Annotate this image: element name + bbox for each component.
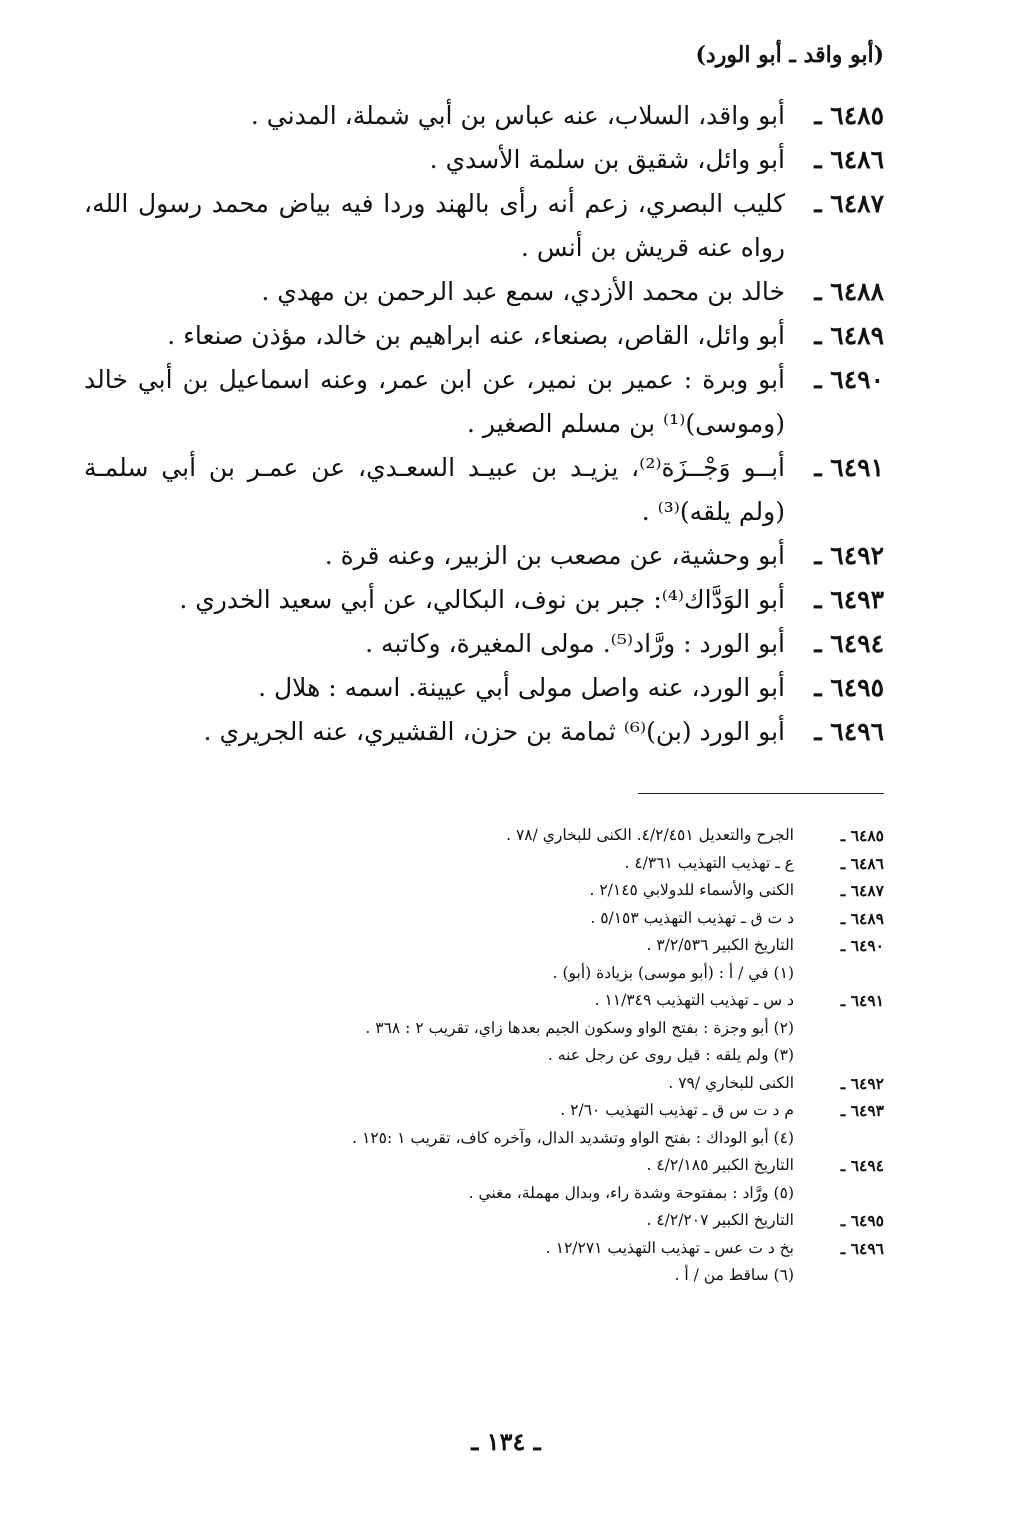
- footnote: [144, 1180, 884, 1208]
- footnote-text: بخ د ت عس ـ تهذيب التهذيب ١٢/٢٧١ .: [545, 1238, 794, 1257]
- footnote: [144, 1235, 884, 1263]
- footnote-ref: [794, 960, 884, 988]
- footnote: [144, 877, 884, 905]
- entry-text: خالد بن محمد الأزدي، سمع عبد الرحمن بن مهدي .: [261, 277, 785, 306]
- footnote: [144, 1207, 884, 1235]
- footnote-text: الجرح والتعديل ٤/٢/٤٥١. الكنى للبخاري /٧٨ .: [506, 826, 794, 844]
- footnote-ref: ٦٤٨٥ ـ: [840, 826, 884, 845]
- footnote-text: (٥) ورَّاد : بمفتوحة وشدة راء، وبدال مهملة، مغني .: [468, 1183, 794, 1202]
- entry-number: ٦٤٨٩ ـ: [814, 321, 884, 350]
- entry-text: كليب البصري، زعم أنه رأى بالهند وردا فيه بياض محمد رسول الله، رواه عنه قريش بن أنس .: [84, 189, 785, 262]
- entry: [84, 534, 884, 578]
- footnote-ref: ٦٤٩١ ـ: [840, 991, 884, 1010]
- footnote-ref: ٦٤٩٣ ـ: [840, 1101, 884, 1120]
- entry-number: ٦٤٩١ ـ: [814, 453, 884, 482]
- footnote-text: ع ـ تهذيب التهذيب ٤/٣٦١ .: [624, 853, 794, 872]
- entry-text: أبــو وَجْــزَة⁽²⁾، يزيـد بن عبيـد السعـدي، عن عمـر بن أبي سلمـة (ولم يلقه)⁽³⁾ .: [84, 453, 785, 526]
- entry: [84, 666, 884, 710]
- entry-text: أبو الورد : ورَّاد⁽⁵⁾. مولى المغيرة، وكاتبه .: [365, 629, 785, 658]
- entry: [84, 314, 884, 358]
- footnote: [144, 932, 884, 960]
- footnote-ref: ٦٤٩٠ ـ: [840, 936, 884, 955]
- entry-text: أبو الورد، عنه واصل مولى أبي عيينة. اسمه : هلال .: [258, 673, 785, 702]
- footnote-ref: [794, 1125, 884, 1153]
- entry: [84, 138, 884, 182]
- entry-number: ٦٤٩٠ ـ: [814, 365, 884, 394]
- footnote-text: التاريخ الكبير ٣/٢/٥٣٦ .: [646, 936, 794, 954]
- entry-text: أبو وائل، القاص، بصنعاء، عنه ابراهيم بن خالد، مؤذن صنعاء .: [167, 321, 785, 350]
- footnote: [144, 1097, 884, 1125]
- entry-number: ٦٤٨٨ ـ: [814, 277, 884, 306]
- footnote-text: الكنى للبخاري /٧٩ .: [668, 1073, 794, 1092]
- entry-text: أبو الورد (بن)⁽⁶⁾ ثمامة بن حزن، القشيري، عنه الجريري .: [203, 717, 785, 746]
- footnote-text: (٢) أبو وجزة : بفتح الواو وسكون الجيم بعدها زاي، تقريب ٢ : ٣٦٨ .: [365, 1018, 794, 1037]
- footnote-ref: ٦٤٩٥ ـ: [840, 1211, 884, 1230]
- footnote-text: التاريخ الكبير ٤/٢/٢٠٧ .: [646, 1211, 794, 1229]
- entry-number: ٦٤٨٧ ـ: [814, 189, 884, 218]
- entry-text: أبو وبرة : عمير بن نمير، عن ابن عمر، وعنه اسماعيل بن أبي خالد (وموسى)⁽¹⁾ بن مسلم الصغير .: [84, 365, 785, 438]
- footnote-ref: [794, 1180, 884, 1208]
- footnote-ref: ٦٤٩٤ ـ: [840, 1156, 884, 1175]
- entry-number: ٦٤٩٢ ـ: [814, 541, 884, 570]
- footnote-text: التاريخ الكبير ٤/٢/١٨٥ .: [646, 1156, 794, 1174]
- footnotes-list: [144, 822, 884, 1290]
- footnote: [144, 822, 884, 850]
- footnote-text: (٦) ساقط من / أ .: [674, 1266, 794, 1284]
- footnote: [144, 1070, 884, 1098]
- footnote-ref: ٦٤٩٢ ـ: [840, 1073, 884, 1093]
- footnote-ref: [794, 1015, 884, 1043]
- entries-list: [84, 94, 884, 754]
- entry: [84, 622, 884, 666]
- entry: [84, 446, 884, 534]
- footnote-text: (١) في / أ : (أبو موسى) بزيادة (أبو) .: [552, 963, 794, 982]
- entry-number: ٦٤٩٦ ـ: [814, 717, 884, 746]
- footnote-ref: ٦٤٨٦ ـ: [840, 853, 884, 873]
- entry: [84, 578, 884, 622]
- footnote-text: د س ـ تهذيب التهذيب ١١/٣٤٩ .: [594, 991, 794, 1009]
- footnote-text: (٣) ولم يلقه : قيل روى عن رجل عنه .: [547, 1046, 794, 1064]
- entry-number: ٦٤٩٥ ـ: [814, 673, 884, 702]
- footnote-ref: ٦٤٨٧ ـ: [840, 881, 884, 900]
- entry-text: أبو وائل، شقيق بن سلمة الأسدي .: [429, 145, 785, 174]
- entry-number: ٦٤٩٣ ـ: [814, 585, 884, 614]
- entry-text: أبو وحشية، عن مصعب بن الزبير، وعنه قرة .: [324, 541, 785, 570]
- entry-text: أبو الوَدَّاك⁽⁴⁾: جبر بن نوف، البكالي، عن أبي سعيد الخدري .: [179, 585, 785, 614]
- entry: [84, 358, 884, 446]
- footnote: [144, 1015, 884, 1043]
- running-header: (أبو واقد ـ أبو الورد): [695, 42, 884, 68]
- entry: [84, 710, 884, 754]
- footnote-text: د ت ق ـ تهذيب التهذيب ٥/١٥٣ .: [590, 908, 794, 927]
- footnote: [144, 960, 884, 988]
- entry: [84, 270, 884, 314]
- footnote: [144, 1042, 884, 1070]
- entry-number: ٦٤٨٥ ـ: [814, 101, 884, 130]
- footnote-text: الكنى والأسماء للدولابي ٢/١٤٥ .: [589, 881, 794, 899]
- footnote-ref: [794, 1042, 884, 1070]
- footnote-ref: ٦٤٩٦ ـ: [840, 1238, 884, 1258]
- footnote: [144, 987, 884, 1015]
- footnote-ref: [794, 1262, 884, 1290]
- footnote: [144, 850, 884, 878]
- footnote: [144, 1125, 884, 1153]
- entry-number: ٦٤٨٦ ـ: [814, 145, 884, 174]
- entry: [84, 94, 884, 138]
- footnote: [144, 1152, 884, 1180]
- entry-text: أبو واقد، السلاب، عنه عباس بن أبي شملة، المدني .: [250, 101, 785, 130]
- footnote-text: م د ت س ق ـ تهذيب التهذيب ٢/٦٠ .: [560, 1101, 794, 1119]
- footnote-text: (٤) أبو الوداك : بفتح الواو وتشديد الدال، وآخره كاف، تقريب ١ :١٢٥ .: [352, 1128, 794, 1147]
- footnote-divider: [638, 793, 884, 794]
- footnote: [144, 1262, 884, 1290]
- entry-number: ٦٤٩٤ ـ: [814, 629, 884, 658]
- page-number: ـ ١٣٤ ـ: [471, 1427, 541, 1456]
- entry: [84, 182, 884, 270]
- footnote-ref: ٦٤٨٩ ـ: [840, 908, 884, 928]
- footnote: [144, 905, 884, 933]
